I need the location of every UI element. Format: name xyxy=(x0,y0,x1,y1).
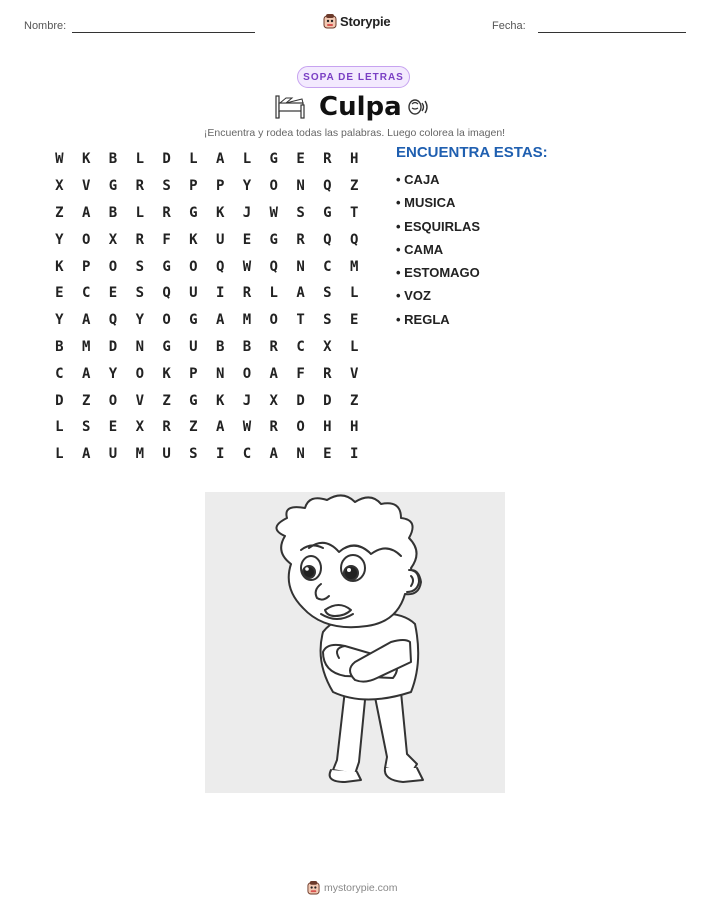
grid-cell[interactable]: U xyxy=(108,446,118,463)
grid-cell[interactable]: J xyxy=(242,392,252,409)
grid-cell[interactable]: Z xyxy=(162,392,171,409)
date-line[interactable] xyxy=(538,32,686,33)
grid-cell[interactable]: W xyxy=(242,258,252,275)
grid-cell[interactable]: A xyxy=(215,312,225,329)
grid-cell[interactable]: O xyxy=(162,312,171,329)
grid-cell[interactable]: L xyxy=(55,446,64,463)
grid-cell[interactable]: R xyxy=(323,365,332,382)
grid-cell[interactable]: G xyxy=(323,204,332,221)
grid-cell[interactable]: K xyxy=(162,365,171,382)
grid-cell[interactable]: O xyxy=(108,392,118,409)
grid-cell[interactable]: K xyxy=(55,258,64,275)
grid-cell[interactable]: L xyxy=(269,285,278,302)
grid-cell[interactable]: Y xyxy=(108,365,118,382)
instructions: ¡Encuentra y rodea todas las palabras. Luego colorea la imagen! xyxy=(203,127,506,139)
grid-cell[interactable]: Q xyxy=(108,312,118,329)
grid-cell[interactable]: B xyxy=(108,151,118,168)
brand xyxy=(323,13,390,29)
grid-cell[interactable]: U xyxy=(215,231,225,248)
word-list xyxy=(396,171,480,334)
storypie-logo-icon xyxy=(323,13,337,29)
grid-cell[interactable]: S xyxy=(323,285,332,302)
footer-url[interactable]: mystorypie.com xyxy=(324,881,398,894)
grid-cell[interactable]: V xyxy=(135,392,144,409)
activity-badge: SOPA DE LETRAS xyxy=(297,66,410,88)
grid-cell[interactable]: O xyxy=(108,258,118,275)
grid-cell[interactable]: Y xyxy=(55,312,64,329)
grid-cell[interactable]: M xyxy=(81,338,91,355)
grid-cell[interactable]: U xyxy=(189,285,198,302)
grid-cell[interactable]: M xyxy=(242,312,252,329)
grid-cell[interactable]: A xyxy=(81,365,91,382)
grid-cell[interactable]: G xyxy=(162,258,171,275)
grid-cell[interactable]: N xyxy=(296,258,305,275)
word-item: • VOZ xyxy=(396,288,431,304)
grid-cell[interactable]: A xyxy=(215,151,225,168)
grid-cell[interactable]: G xyxy=(108,178,118,195)
grid-cell[interactable]: R xyxy=(296,231,305,248)
grid-cell[interactable]: E xyxy=(323,446,332,463)
grid-cell[interactable]: L xyxy=(135,204,144,221)
grid-cell[interactable]: T xyxy=(296,312,305,329)
grid-cell[interactable]: M xyxy=(349,258,359,275)
grid-cell[interactable]: C xyxy=(323,258,332,275)
grid-cell[interactable]: B xyxy=(215,338,225,355)
grid-cell[interactable]: X xyxy=(269,392,278,409)
word-item: • CAMA xyxy=(396,241,444,257)
grid-cell[interactable]: R xyxy=(162,419,171,436)
grid-cell[interactable]: Z xyxy=(189,419,198,436)
grid-cell[interactable]: U xyxy=(189,338,198,355)
grid-cell[interactable]: F xyxy=(162,231,171,248)
grid-cell[interactable]: W xyxy=(269,204,278,221)
grid-cell[interactable]: L xyxy=(55,419,64,436)
grid-cell[interactable]: W xyxy=(55,151,64,168)
grid-cell[interactable]: C xyxy=(55,365,64,382)
grid-cell[interactable]: L xyxy=(135,151,144,168)
grid-cell[interactable]: K xyxy=(215,392,225,409)
word-item: • REGLA xyxy=(396,311,450,327)
grid-cell[interactable]: H xyxy=(349,151,359,168)
word-item: • CAJA xyxy=(396,172,440,187)
grid-cell[interactable]: S xyxy=(162,178,171,195)
grid-cell[interactable]: I xyxy=(215,446,225,463)
grid-cell[interactable]: B xyxy=(242,338,252,355)
grid-cell[interactable]: O xyxy=(296,419,305,436)
grid-cell[interactable]: K xyxy=(189,231,198,248)
grid-cell[interactable]: C xyxy=(81,285,91,302)
grid-cell[interactable]: R xyxy=(135,178,144,195)
grid-cell[interactable]: H xyxy=(349,419,359,436)
grid-cell[interactable]: J xyxy=(242,204,252,221)
grid-cell[interactable]: T xyxy=(349,204,359,221)
grid-cell[interactable]: X xyxy=(323,338,332,355)
word-item: • MUSICA xyxy=(396,195,456,211)
grid-cell[interactable]: D xyxy=(55,392,64,409)
grid-cell[interactable]: N xyxy=(215,365,225,382)
grid-cell[interactable]: A xyxy=(81,312,91,329)
grid-cell[interactable]: E xyxy=(108,285,118,302)
grid-cell[interactable]: N xyxy=(296,178,305,195)
grid-cell[interactable]: A xyxy=(81,446,91,463)
grid-cell[interactable]: A xyxy=(81,204,91,221)
grid-cell[interactable]: V xyxy=(81,178,91,195)
grid-cell[interactable]: P xyxy=(189,365,198,382)
grid-cell[interactable]: I xyxy=(215,285,225,302)
grid-cell[interactable]: Q xyxy=(323,231,332,248)
grid-cell[interactable]: X xyxy=(108,231,118,248)
grid-cell[interactable]: O xyxy=(269,312,278,329)
grid-cell[interactable]: F xyxy=(296,365,305,382)
letter-grid[interactable] xyxy=(46,146,368,468)
grid-cell[interactable]: S xyxy=(135,285,144,302)
grid-cell[interactable]: Y xyxy=(242,178,252,195)
grid-cell[interactable]: C xyxy=(242,446,252,463)
word-item: • ESQUIRLAS xyxy=(396,218,481,234)
grid-cell[interactable]: R xyxy=(162,204,171,221)
grid-cell[interactable]: O xyxy=(269,178,278,195)
audio-icon[interactable] xyxy=(407,98,431,116)
grid-cell[interactable]: Q xyxy=(269,258,278,275)
grid-cell[interactable]: U xyxy=(162,446,171,463)
storypie-logo-icon xyxy=(307,880,320,895)
bed-icon xyxy=(274,93,306,121)
grid-cell[interactable]: P xyxy=(215,178,225,195)
grid-cell[interactable]: R xyxy=(242,285,252,302)
grid-cell[interactable]: M xyxy=(135,446,144,463)
word-list-title: ENCUENTRA ESTAS: xyxy=(396,144,548,161)
grid-cell[interactable]: G xyxy=(189,312,198,329)
grid-cell[interactable]: W xyxy=(242,419,252,436)
grid-cell[interactable]: E xyxy=(108,419,118,436)
grid-cell[interactable]: Z xyxy=(349,392,359,409)
grid-cell[interactable]: D xyxy=(108,338,118,355)
grid-cell[interactable]: S xyxy=(296,204,305,221)
grid-cell[interactable]: S xyxy=(81,419,91,436)
grid-cell[interactable]: L xyxy=(242,151,252,168)
grid-cell[interactable]: N xyxy=(135,338,144,355)
grid-cell[interactable]: A xyxy=(269,365,278,382)
grid-cell[interactable]: O xyxy=(135,365,144,382)
footer xyxy=(307,880,398,895)
grid-cell[interactable]: Q xyxy=(162,285,171,302)
grid-cell[interactable]: V xyxy=(349,365,359,382)
grid-cell[interactable]: X xyxy=(135,419,144,436)
grid-cell[interactable]: C xyxy=(296,338,305,355)
grid-cell[interactable]: B xyxy=(108,204,118,221)
page-title: Culpa xyxy=(319,92,402,122)
grid-cell[interactable]: D xyxy=(323,392,332,409)
grid-cell[interactable]: P xyxy=(81,258,91,275)
grid-cell[interactable]: A xyxy=(269,446,278,463)
grid-cell[interactable]: E xyxy=(349,312,359,329)
grid-cell[interactable]: A xyxy=(296,285,305,302)
grid-cell[interactable]: K xyxy=(81,151,91,168)
grid-cell[interactable]: R xyxy=(135,231,144,248)
grid-cell[interactable]: O xyxy=(242,365,252,382)
grid-cell[interactable]: R xyxy=(323,151,332,168)
grid-cell[interactable]: L xyxy=(349,285,359,302)
grid-cell[interactable]: Z xyxy=(55,204,64,221)
sad-boy-illustration[interactable] xyxy=(205,492,505,793)
grid-cell[interactable]: Y xyxy=(55,231,64,248)
grid-cell[interactable]: G xyxy=(189,392,198,409)
grid-cell[interactable]: S xyxy=(189,446,198,463)
grid-cell[interactable]: Q xyxy=(349,231,359,248)
grid-cell[interactable]: Z xyxy=(81,392,91,409)
grid-cell[interactable]: G xyxy=(189,204,198,221)
brand-name: Storypie xyxy=(340,13,391,29)
title-row xyxy=(270,92,440,126)
grid-cell[interactable]: P xyxy=(189,178,198,195)
grid-cell[interactable]: R xyxy=(269,338,278,355)
grid-cell[interactable]: E xyxy=(296,151,305,168)
grid-cell[interactable]: L xyxy=(189,151,198,168)
grid-cell[interactable]: I xyxy=(349,446,359,463)
grid-cell[interactable]: L xyxy=(349,338,359,355)
grid-cell[interactable]: Z xyxy=(349,178,359,195)
grid-cell[interactable]: S xyxy=(135,258,144,275)
name-line[interactable] xyxy=(72,32,255,33)
grid-cell[interactable]: R xyxy=(269,419,278,436)
grid-cell[interactable]: S xyxy=(323,312,332,329)
grid-cell[interactable]: D xyxy=(162,151,171,168)
grid-cell[interactable]: G xyxy=(162,338,171,355)
grid-cell[interactable]: E xyxy=(55,285,64,302)
grid-cell[interactable]: E xyxy=(242,231,252,248)
word-item: • ESTOMAGO xyxy=(396,265,480,281)
grid-cell[interactable]: Q xyxy=(323,178,332,195)
grid-cell[interactable]: B xyxy=(55,338,64,355)
grid-cell[interactable]: A xyxy=(215,419,225,436)
name-label: Nombre: xyxy=(24,20,67,32)
grid-cell[interactable]: Q xyxy=(215,258,225,275)
grid-cell[interactable]: O xyxy=(81,231,91,248)
grid-cell[interactable]: D xyxy=(296,392,305,409)
grid-cell[interactable]: G xyxy=(269,231,278,248)
grid-cell[interactable]: N xyxy=(296,446,305,463)
date-label: Fecha: xyxy=(492,20,526,32)
grid-cell[interactable]: Y xyxy=(135,312,144,329)
grid-cell[interactable]: O xyxy=(189,258,198,275)
grid-cell[interactable]: H xyxy=(323,419,332,436)
grid-cell[interactable]: X xyxy=(55,178,64,195)
grid-cell[interactable]: K xyxy=(215,204,225,221)
grid-cell[interactable]: G xyxy=(269,151,278,168)
